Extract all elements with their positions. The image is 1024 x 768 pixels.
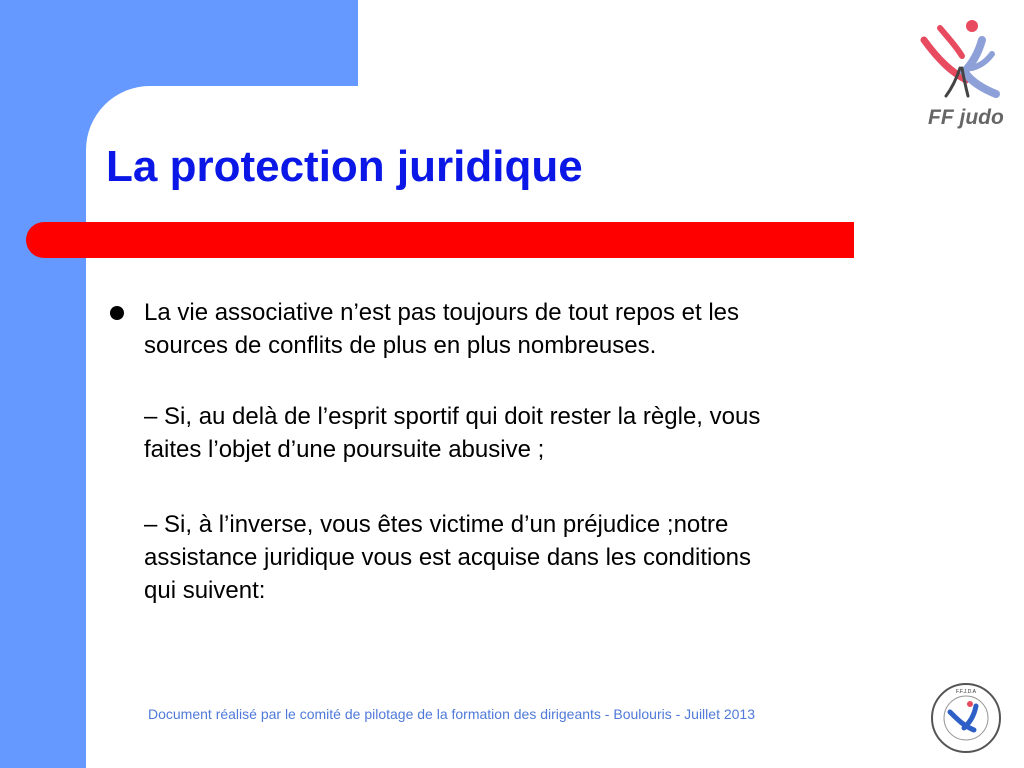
- sub-item-1-line-1: – Si, au delà de l’esprit sportif qui doit rester la règle, vous: [144, 403, 761, 430]
- sub-item-1-line-2: faites l’objet d’une poursuite abusive ;: [144, 436, 545, 463]
- slide-title: La protection juridique: [106, 142, 583, 191]
- title-underline-bar: [26, 222, 854, 258]
- ffjda-ecole-logo-icon: [930, 682, 1002, 754]
- footer-text: Document réalisé par le comité de pilotage de la formation des dirigeants - Boulouris - Juillet 2013: [148, 706, 755, 722]
- ff-judo-logo-text: FF judo: [928, 106, 1004, 129]
- bullet-item: [104, 296, 944, 362]
- sub-item-1: [104, 400, 944, 466]
- sub-item-2-line-2: assistance juridique vous est acquise dans les conditions: [144, 544, 752, 571]
- sub-item-2-line-3: qui suivent:: [144, 577, 266, 604]
- bullet-line-2: sources de conflits de plus en plus nombreuses.: [144, 332, 657, 359]
- sub-item-2: [104, 508, 944, 607]
- slide-body: [104, 296, 944, 607]
- sub-item-2-line-1: – Si, à l’inverse, vous êtes victime d’un préjudice ;notre: [144, 511, 729, 538]
- bullet-dot-icon: [110, 306, 124, 320]
- svg-text:F.F.J.D.A: F.F.J.D.A: [955, 689, 977, 695]
- bullet-line-1: La vie associative n’est pas toujours de tout repos et les: [144, 299, 740, 326]
